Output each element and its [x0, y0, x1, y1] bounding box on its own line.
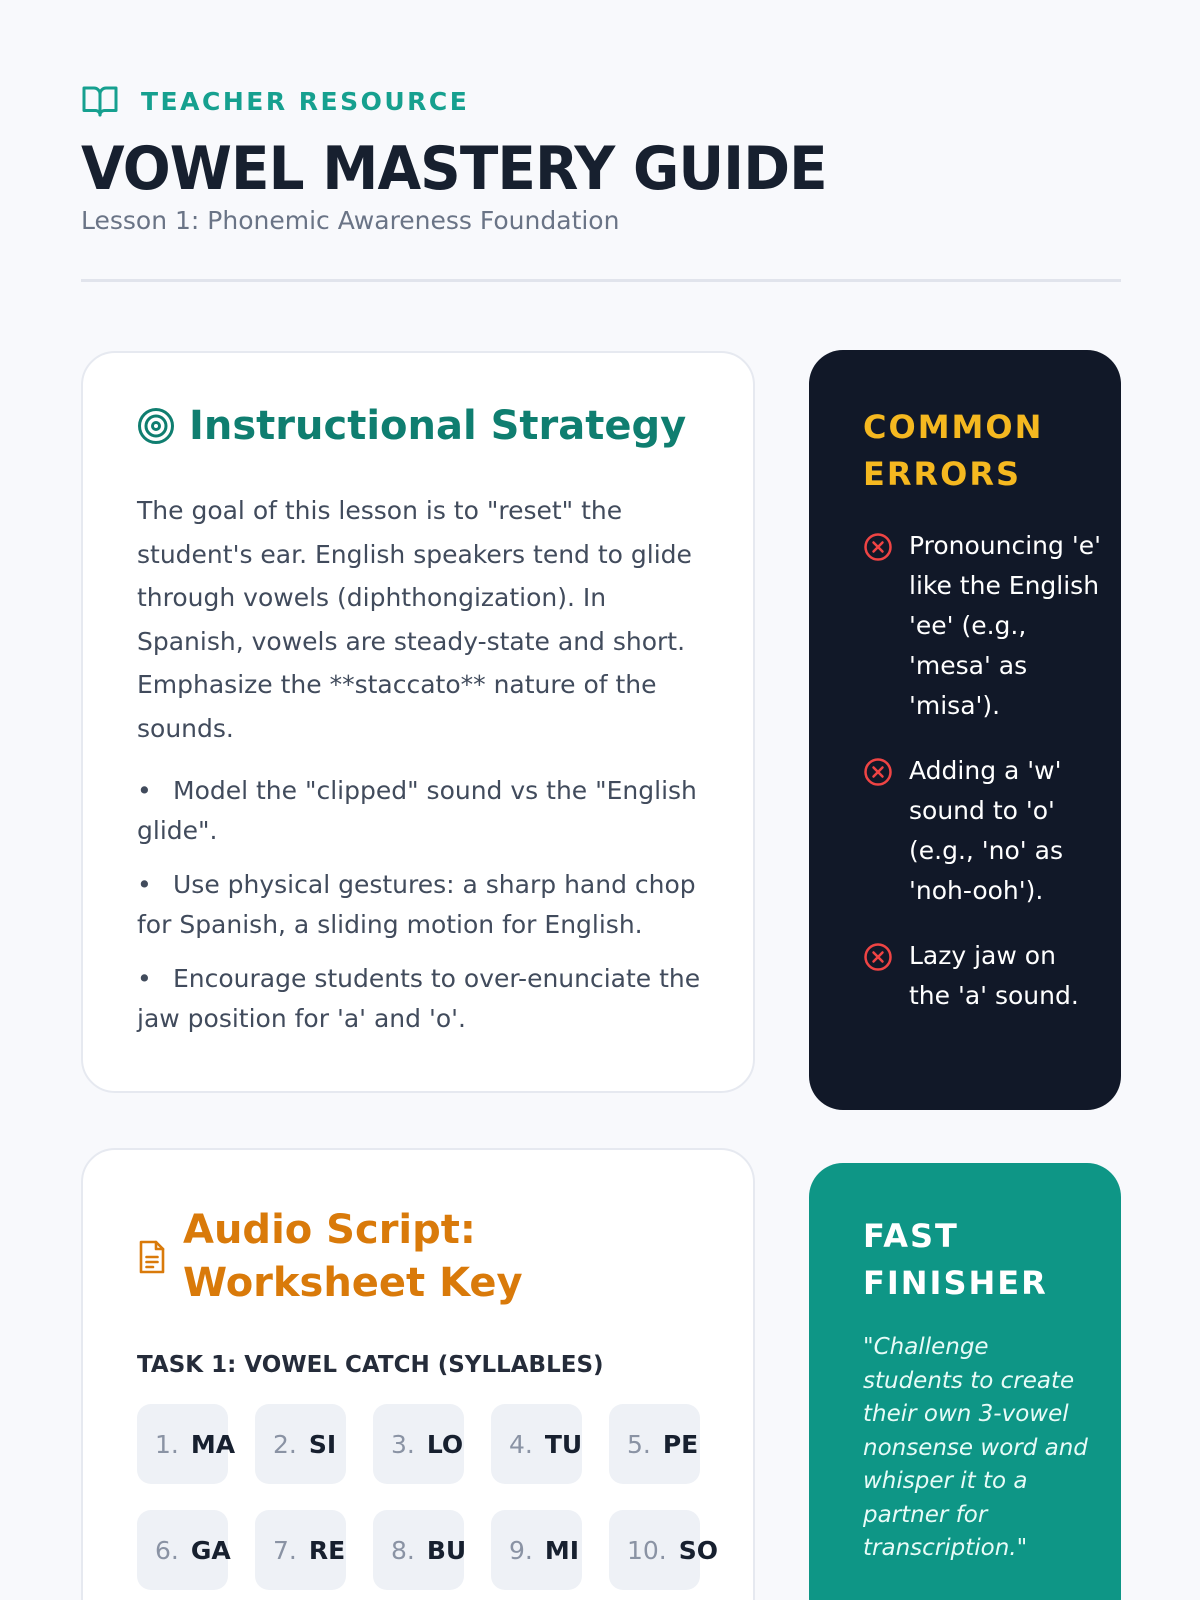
list-item — [137, 771, 717, 851]
syllable-number: 8. — [391, 1535, 415, 1565]
syllable-item — [137, 1510, 231, 1590]
syllable-value: GA — [190, 1535, 231, 1565]
eyebrow — [81, 84, 469, 118]
syllable-value: SO — [678, 1535, 719, 1565]
syllable-value: PE — [662, 1429, 699, 1459]
common-errors-panel — [809, 350, 1121, 1110]
errors-list — [863, 526, 1103, 1041]
strategy-header — [137, 403, 686, 449]
syllable-item — [255, 1404, 346, 1484]
bullet-dot: • — [137, 964, 152, 993]
strategy-heading: Instructional Strategy — [189, 403, 687, 449]
audio-script-card — [81, 1148, 755, 1600]
finisher-title: FAST FINISHER — [863, 1217, 1048, 1302]
syllable-value: MA — [190, 1429, 236, 1459]
syllable-number: 7. — [273, 1535, 297, 1565]
syllable-item — [491, 1510, 582, 1590]
bullet-text: Model the "clipped" sound vs the "English glide". — [137, 776, 697, 845]
syllable-number: 6. — [155, 1535, 179, 1565]
audio-header — [137, 1204, 703, 1310]
bullet-dot: • — [137, 870, 152, 899]
x-circle-icon — [863, 757, 893, 787]
bullet-text: Use physical gestures: a sharp hand chop for Spanish, a sliding motion for English. — [137, 870, 696, 939]
error-text: Pronouncing 'e' like the English 'ee' (e.g., 'mesa' as 'misa'). — [909, 531, 1101, 720]
syllable-number: 10. — [627, 1535, 667, 1565]
syllable-value: RE — [308, 1535, 346, 1565]
target-icon — [137, 407, 175, 445]
syllable-item — [373, 1510, 467, 1590]
strategy-paragraph: The goal of this lesson is to "reset" the student's ear. English speakers tend to glide through vowels (diphthongization). In Spanish, vowels are steady-state and short. Emphasize the **staccato** nature of the sounds. — [137, 496, 692, 743]
x-circle-icon — [863, 532, 893, 562]
eyebrow-label: TEACHER RESOURCE — [141, 86, 470, 116]
error-text: Lazy jaw on the 'a' sound. — [909, 941, 1079, 1010]
open-book-icon — [81, 84, 119, 118]
syllable-number: 4. — [509, 1429, 533, 1459]
syllable-value: TU — [544, 1429, 583, 1459]
syllable-item — [373, 1404, 464, 1484]
syllable-value: SI — [308, 1429, 337, 1459]
syllable-number: 5. — [627, 1429, 651, 1459]
list-item — [863, 526, 1103, 726]
syllable-value: LO — [426, 1429, 464, 1459]
fast-finisher-panel — [809, 1163, 1121, 1600]
syllable-number: 3. — [391, 1429, 415, 1459]
bullet-dot: • — [137, 776, 152, 805]
page-subtitle: Lesson 1: Phonemic Awareness Foundation — [81, 206, 620, 235]
syllable-value: BU — [426, 1535, 467, 1565]
document-icon — [137, 1239, 167, 1275]
syllable-number: 1. — [155, 1429, 179, 1459]
syllable-item — [137, 1404, 236, 1484]
header-divider — [81, 279, 1121, 282]
syllable-item — [609, 1510, 719, 1590]
syllable-number: 2. — [273, 1429, 297, 1459]
syllable-item — [491, 1404, 582, 1484]
list-item — [863, 936, 1103, 1016]
errors-title: COMMON ERRORS — [863, 408, 1044, 493]
syllable-item — [255, 1510, 346, 1590]
page-title: VOWEL MASTERY GUIDE — [81, 134, 827, 204]
finisher-quote: "Challenge students to create their own 3-vowel nonsense word and whisper it to a partner for transcription." — [863, 1334, 1088, 1561]
syllable-value: MI — [544, 1535, 580, 1565]
audio-heading: Audio Script: Worksheet Key — [183, 1207, 523, 1306]
strategy-card — [81, 351, 755, 1093]
syllable-number: 9. — [509, 1535, 533, 1565]
strategy-bullet-list — [137, 771, 717, 1053]
list-item — [137, 959, 717, 1039]
task-1-label: TASK 1: VOWEL CATCH (SYLLABLES) — [137, 1352, 604, 1378]
bullet-text: Encourage students to over-enunciate the jaw position for 'a' and 'o'. — [137, 964, 701, 1033]
list-item — [863, 751, 1103, 911]
syllable-item — [609, 1404, 700, 1484]
error-text: Adding a 'w' sound to 'o' (e.g., 'no' as 'noh-ooh'). — [909, 756, 1063, 905]
x-circle-icon — [863, 942, 893, 972]
list-item — [137, 865, 717, 945]
